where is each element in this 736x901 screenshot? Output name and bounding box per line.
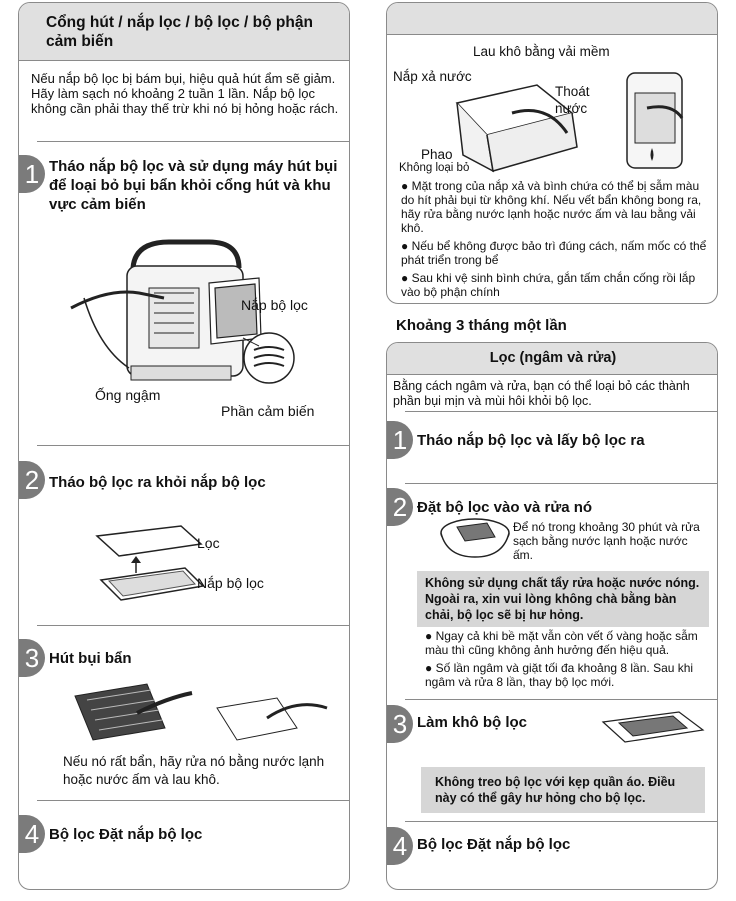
bullet-text: Nếu bể không được bảo trì đúng cách, nấm mốc có thể phát triển trong bể <box>401 239 707 267</box>
vacuum-filter-illustration <box>67 678 337 748</box>
step-title: Hút bụi bẩn <box>49 650 132 667</box>
left-header-title: Cổng hút / nắp lọc / bộ lọc / bộ phận cảm biến <box>46 14 313 50</box>
bullet-text: Mặt trong của nắp xả và bình chứa có thể bị sẫm màu do hít phải bụi từ không khí. Nếu vết bẩn không bong ra, hãy rửa bằng nước lạnh hoặc nước ấm và lau bằng vải khô. <box>401 179 702 235</box>
step-number: 4 <box>387 827 413 865</box>
label-hose: Ống ngậm <box>95 387 161 403</box>
divider <box>405 411 718 412</box>
step-number: 3 <box>387 705 413 743</box>
filter-intro: Bằng cách ngâm và rửa, bạn có thể loại bỏ các thành phần bụi mịn và mùi hôi khỏi bộ lọc. <box>393 379 690 408</box>
label-float: Phao <box>421 147 453 162</box>
right-top-header <box>387 3 718 35</box>
step-title: Làm khô bộ lọc <box>417 714 528 731</box>
step-number: 1 <box>387 421 413 459</box>
drying-filter-illustration <box>601 710 705 744</box>
divider <box>37 445 350 446</box>
step-title: Tháo nắp bộ lọc và sử dụng máy hút bụi để loại bỏ bụi bẩn khỏi cổng hút và khu vực cảm biến <box>49 158 338 213</box>
label-sensor: Phần cảm biến <box>221 403 315 419</box>
divider <box>405 821 718 822</box>
divider <box>37 625 350 626</box>
right-filter-panel <box>386 342 718 890</box>
step-number: 3 <box>19 639 45 677</box>
bullet-item: ● Sau khi vệ sinh bình chứa, gắn tấm chắn cống rồi lắp vào bộ phận chính <box>401 271 696 299</box>
divider <box>37 800 350 801</box>
bullet-item: ● Số lần ngâm và giặt tối đa khoảng 8 lần. Sau khi ngâm và rửa 8 lần, thay bộ lọc mới. <box>425 661 694 689</box>
step-title: Bộ lọc Đặt nắp bộ lọc <box>417 836 571 853</box>
label-filter: Lọc <box>197 535 220 551</box>
step-number: 1 <box>19 155 45 193</box>
filter-header-title: Lọc (ngâm và rửa) <box>489 350 617 366</box>
wipe-label: Lau khô bằng vải mềm <box>473 44 610 59</box>
period-title: Khoảng 3 tháng một lần <box>396 317 567 334</box>
step-number: 2 <box>19 461 45 499</box>
left-intro: Nếu nắp bộ lọc bị bám bụi, hiệu quả hút ẩm sẽ giảm. Hãy làm sạch nó khoảng 2 tuần 1 lần. Nắp bộ lọc không cần phải thay thế trừ khi nó bị hỏng hoặc rách. <box>31 71 339 116</box>
label-drain: Thoát nước <box>555 84 590 116</box>
step-number: 2 <box>387 488 413 526</box>
filter-removal-illustration <box>89 518 209 610</box>
bullet-text: Ngay cả khi bề mặt vẫn còn vết ố vàng hoặc sẫm màu thì cũng không ảnh hưởng đến hiệu quả. <box>425 629 698 657</box>
divider <box>405 699 718 700</box>
soak-bowl-illustration <box>439 515 511 559</box>
step-title: Bộ lọc Đặt nắp bộ lọc <box>49 826 203 843</box>
step-number: 4 <box>19 815 45 853</box>
step-title: Tháo bộ lọc ra khỏi nắp bộ lọc <box>49 474 266 491</box>
label-filter-cover: Nắp bộ lọc <box>197 575 264 591</box>
bullet-item: ● Nếu bể không được bảo trì đúng cách, nấm mốc có thể phát triển trong bể <box>401 239 707 267</box>
step-title: Tháo nắp bộ lọc và lấy bộ lọc ra <box>417 432 645 449</box>
left-panel <box>18 2 350 890</box>
label-no-remove: Không loại bỏ <box>399 162 470 174</box>
step-title: Đặt bộ lọc vào và rửa nó <box>417 499 593 516</box>
right-top-panel <box>386 2 718 304</box>
step3-note: Nếu nó rất bẩn, hãy rửa nó bằng nước lạnh hoặc nước ấm và lau khô. <box>63 754 325 787</box>
divider <box>37 141 350 142</box>
divider <box>405 483 718 484</box>
bullet-text: Sau khi vệ sinh bình chứa, gắn tấm chắn cống rồi lắp vào bộ phận chính <box>401 271 696 299</box>
label-drain-cap: Nắp xả nước <box>393 69 472 84</box>
bullet-text: Số lần ngâm và giặt tối đa khoảng 8 lần. Sau khi ngâm và rửa 8 lần, thay bộ lọc mới. <box>425 661 694 689</box>
warning-box: Không sử dụng chất tẩy rửa hoặc nước nóng. Ngoài ra, xin vui lòng không chà bằng bàn chải, bộ lọc sẽ bị hư hỏng. <box>417 571 709 627</box>
warning-box: Không treo bộ lọc với kẹp quần áo. Điều này có thể gây hư hỏng cho bộ lọc. <box>421 767 705 813</box>
bullet-item: ● Ngay cả khi bề mặt vẫn còn vết ố vàng hoặc sẫm màu thì cũng không ảnh hưởng đến hiệu quả. <box>425 629 698 657</box>
label-filter-cover: Nắp bộ lọc <box>241 297 308 313</box>
soak-note: Để nó trong khoảng 30 phút và rửa sạch bằng nước lạnh hoặc nước ấm. <box>513 520 700 562</box>
bullet-item: ● Mặt trong của nắp xả và bình chứa có thể bị sẫm màu do hít phải bụi từ không khí. Nếu vết bẩn không bong ra, hãy rửa bằng nước lạnh hoặc nước ấm và lau bằng vải khô. <box>401 179 702 235</box>
dehumidifier-illustration <box>69 228 309 398</box>
